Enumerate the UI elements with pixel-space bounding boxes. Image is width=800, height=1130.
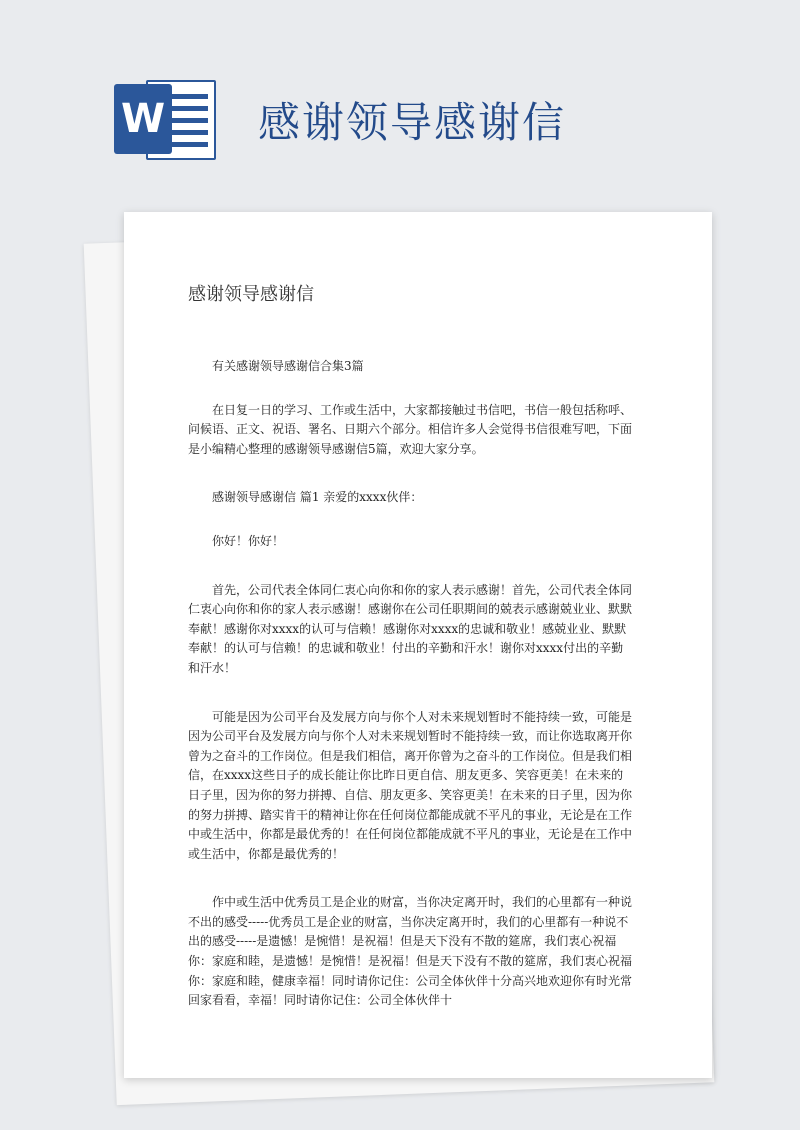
banner-title: 感谢领导感谢信: [258, 98, 567, 147]
document-body: [188, 357, 634, 1040]
paragraph-intro: 在日复一日的学习、工作或生活中，大家都接触过书信吧，书信一般包括称呼、问候语、正文、祝语、署名、日期六个部分。相信许多人会觉得书信很难写吧，下面是小编精心整理的感谢领导感谢信5篇，欢迎大家分享。: [188, 402, 633, 456]
paragraph-wishes: 作中或生活中优秀员工是企业的财富，当你决定离开时，我们的心里都有一种说不出的感受-----优秀员工是企业的财富，当你决定离开时，我们的心里都有一种说不出的感受-----是遗憾！是惋惜！是祝福！但是天下没有不散的筵席，我们衷心祝福你：家庭和睦，是遗憾！是惋惜！是祝福！但是天下没有不散的筵席，我们衷心祝福你：家庭和睦，健康幸福！同时请你记住：公司全体伙伴十分高兴地欢迎你有时光常回家看看，幸福！同时请你记住：公司全体伙伴十: [188, 895, 633, 1008]
paragraph-greeting: 你好！你好！: [212, 533, 285, 548]
page-header: [0, 0, 800, 200]
paragraph-salutation: 感谢领导感谢信 篇1 亲爱的xxxx伙伴：: [212, 490, 423, 505]
word-badge-letter: W: [114, 84, 172, 154]
document-page: [124, 212, 712, 1078]
document-subtitle: 有关感谢领导感谢信合集3篇: [212, 359, 364, 373]
word-document-icon: [112, 72, 216, 168]
document-title: 感谢领导感谢信: [188, 284, 314, 305]
paragraph-thanks: 首先，公司代表全体同仁衷心向你和你的家人表示感谢！首先，公司代表全体同仁衷心向你和你的家人表示感谢！感谢你在公司任职期间的兢表示感谢兢业业、默默奉献！感谢你对xxxx的认可与信赖！感谢你对xxxx的忠诚和敬业！感兢业业、默默奉献！的认可与信赖！的忠诚和敬业！付出的辛勤和汗水！谢你对xxxx付出的辛勤和汗水！: [188, 582, 633, 675]
paragraph-farewell: 可能是因为公司平台及发展方向与你个人对未来规划暂时不能持续一致，可能是因为公司平台及发展方向与你个人对未来规划暂时不能持续一致，而让你选取离开你曾为之奋斗的工作岗位。但是我们相信，离开你曾为之奋斗的工作岗位。但是我们相信，在xxxx这些日子的成长能让你比昨日更自信、朋友更多、笑容更美！在未来的日子里，因为你的努力拼搏、自信、朋友更多、笑容更美！在未来的日子里，因为你的努力拼搏、踏实肯干的精神让你在任何岗位都能成就不平凡的事业，无论是在工作中或生活中，你都是最优秀的！在任何岗位都能成就不平凡的事业，无论是在工作中或生活中，你都是最优秀的！: [188, 709, 633, 861]
